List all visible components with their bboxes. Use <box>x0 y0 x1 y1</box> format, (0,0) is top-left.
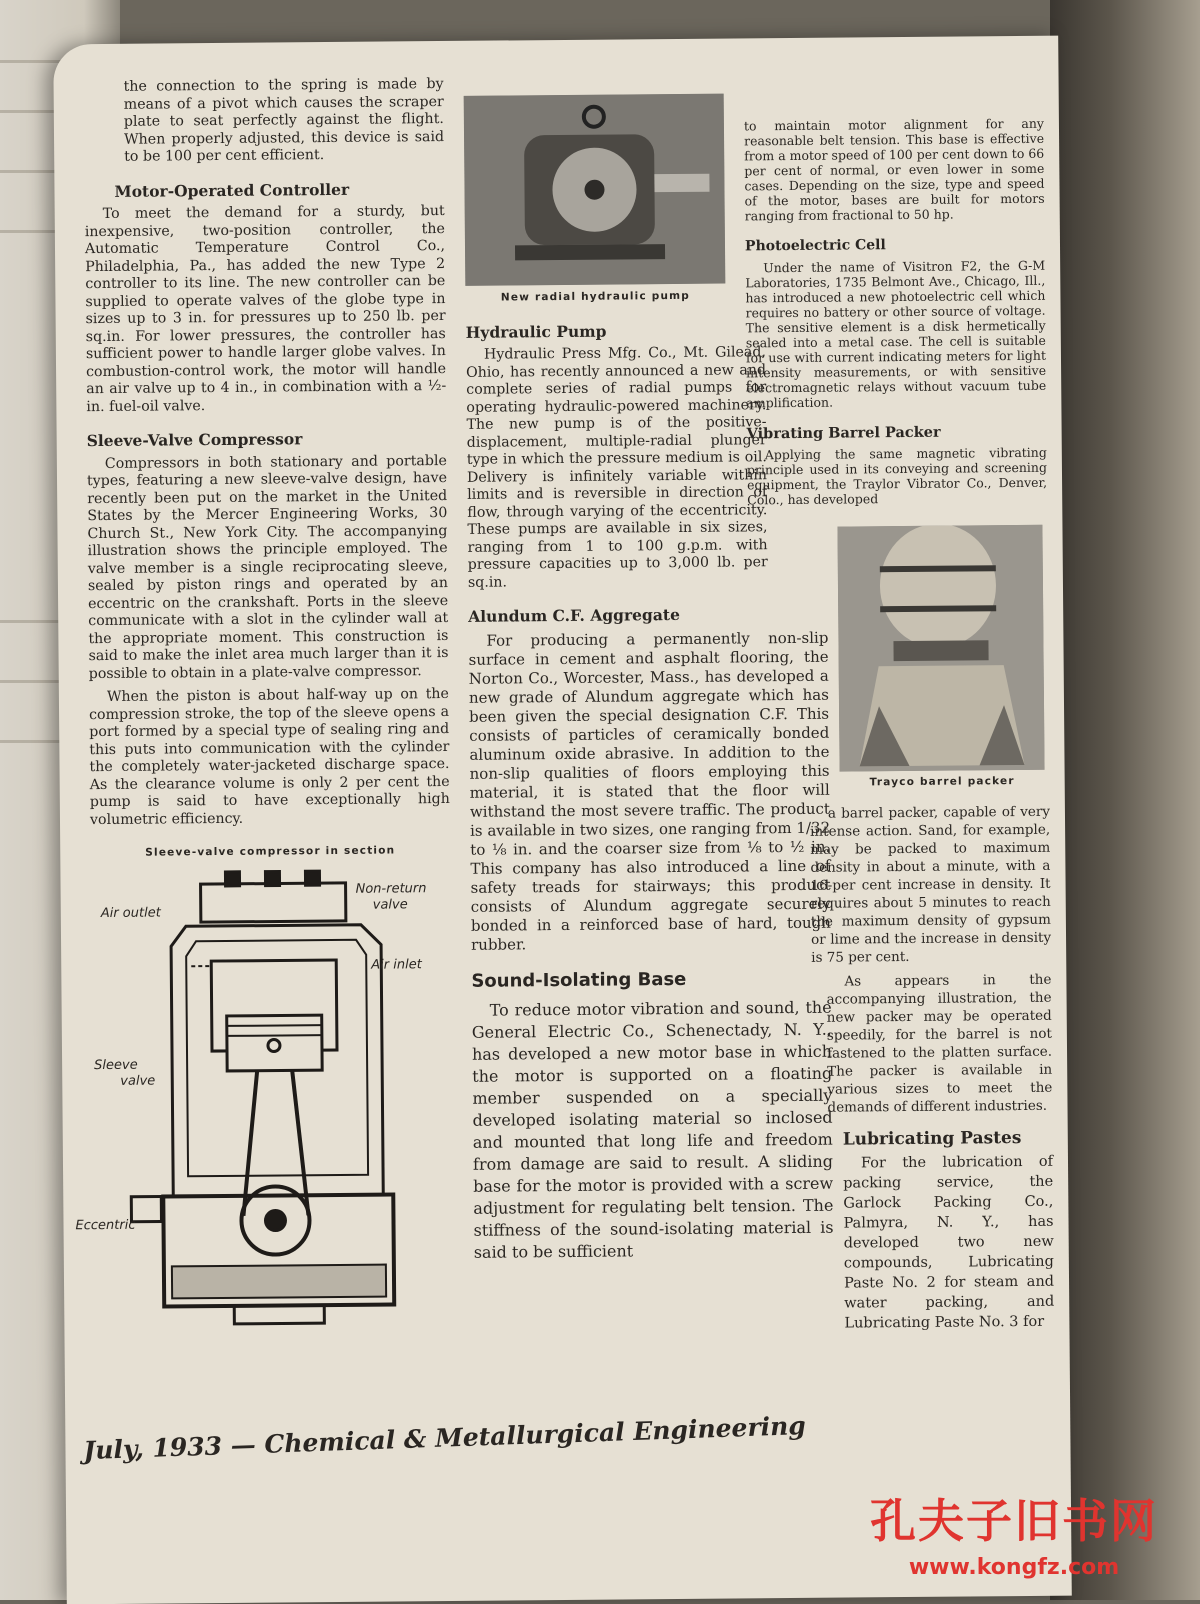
col3-paragraph-2: Applying the same magnetic vibrating principle used in its conveying and screening equipment, the Traylor Vibrator Co., Denver, Colo., has developed <box>747 445 1048 508</box>
right-book-stack <box>1050 0 1200 1600</box>
col1-top-paragraph: the connection to the spring is made by means of a pivot which causes the scraper plate to seat perfectly against the flight. When properly adjusted, this device is said to be 100 per cent efficient. <box>84 76 445 167</box>
heading-motor-operated-controller: Motor-Operated Controller <box>84 180 444 201</box>
col3-paragraph-3: a barrel packer, capable of very intense action. Sand, for example, may be packed to maximum density in about a minute, with a 16-per cent increase in density. It requires about 5 minutes to reach the maximum density of gypsum or lime and the increase in density is 75 per cent. <box>810 803 1051 967</box>
caption-trayco-barrel-packer: Trayco barrel packer <box>840 774 1045 791</box>
pump-illustration <box>464 94 726 286</box>
label-non-return-valve: valve <box>373 896 408 914</box>
heading-sleeve-valve-compressor: Sleeve-Valve Compressor <box>87 429 447 450</box>
col3-top-paragraph: to maintain motor alignment for any reasonable belt tension. This base is effective from a motor speed of 100 per cent down to 66 per cent of normal, or even lower in some cases. Depending on the size, type and speed of the motor, bases are built for motors ranging from fractional to 50 hp. <box>744 116 1045 224</box>
col3-paragraph-5: For the lubrication of packing service, the Garlock Packing Co., Palmyra, N. Y., has developed two new compounds, Lubricating Paste No. 2 for steam and water packing, and Lubricating Paste No. 3 for <box>843 1152 1055 1334</box>
label-eccentric: Eccentric <box>75 1216 135 1234</box>
caption-radial-hydraulic-pump: New radial hydraulic pump <box>465 288 725 308</box>
label-sleeve-valve: valve <box>120 1072 155 1090</box>
col1-paragraph-2: Compressors in both stationary and portable types, featuring a new sleeve-valve design, have recently been put on the market in the United States by the Mercer Engineering Works, 30 Church St., New York City. The accompanying illustration shows the principle employed. The valve member is a single reciprocating sleeve, sealed by piston rings and operated by an eccentric on the crankshaft. Ports in the sleeve communicate with a slot in the cylinder wall at the appropriate moment. This construction is said to make the inlet area much larger than it is possible to obtain in a plate-valve compressor. <box>87 452 449 683</box>
column-1 <box>84 76 455 1337</box>
label-sleeve: Sleeve <box>94 1056 138 1074</box>
compressor-drawing <box>90 863 454 1336</box>
col3-paragraph-4: As appears in the accompanying illustration, the new packer may be operated speedily, for the barrel is not fastened to the platten surface. The packer is available in various sizes to meet the demands of different industries. <box>826 971 1052 1117</box>
heading-vibrating-barrel-packer: Vibrating Barrel Packer <box>747 424 1047 442</box>
page-footer: July, 1933 — Chemical & Metallurgical Engineering <box>83 1411 806 1465</box>
figure-caption-compressor: Sleeve-valve compressor in section <box>90 842 450 863</box>
photo-trayco-barrel-packer <box>837 525 1044 772</box>
watermark <box>870 1485 1158 1580</box>
barrel-packer-illustration <box>837 525 1044 772</box>
column-3 <box>744 116 1055 1341</box>
col3-paragraph-1: Under the name of Visitron F2, the G-M Laboratories, 1735 Belmont Ave., Chicago, Ill., has introduced a new photoelectric cell which requires no battery or other source of voltage. The sensitive element is a disk hermetically sealed into a metal case. The cell is suitable for use with current indicating meters for light intensity measurements, or with sensitive electromagnetic relays without vacuum tube amplification. <box>745 258 1046 411</box>
heading-alundum-cf-aggregate: Alundum C.F. Aggregate <box>468 605 828 626</box>
label-non-return: Non-return <box>356 880 427 898</box>
magazine-page <box>53 36 1072 1604</box>
col1-paragraph-3: When the piston is about half-way up on the compression stroke, the top of the sleeve opens a port formed by a special type of sealing ring and this puts into communication with the cylinder the completely water-jacketed discharge space. As the clearance volume is only 2 per cent the pump is said to have exceptionally high volumetric efficiency. <box>89 686 450 829</box>
col1-paragraph-1: To meet the demand for a sturdy, but inexpensive, two-position controller, the Automatic Temperature Control Co., Philadelphia, Pa., has added the new Type 2 controller to its line. The new controller can be supplied to operate valves of the globe type in sizes up to 3 in. for pressures up to 250 lb. per sq.in. For lower pressures, the controller has sufficient power to handle larger globe valves. In combustion-control work, the motor will handle an air valve up to 4 in., in combination with a ½-in. fuel-oil valve. <box>85 203 447 416</box>
heading-sound-isolating-base: Sound-Isolating Base <box>471 969 831 990</box>
col2-paragraph-3: To reduce motor vibration and sound, the General Electric Co., Schenectady, N. Y., has developed a new motor base in which the motor is supported on a floating member suspended on a specially developed isolating material so inclosed and mounted that long life and freedom from damage are said to result. A sliding base for the motor is provided with a screw adjustment for regulating belt tension. The stiffness of the sound-isolating material is said to be sufficient <box>472 997 834 1264</box>
label-air-outlet: Air outlet <box>101 904 161 922</box>
compressor-diagram <box>90 863 454 1336</box>
col2-paragraph-1: Hydraulic Press Mfg. Co., Mt. Gilead, Ohio, has recently announced a new and complete series of radial pumps for operating hydraulic-powered machinery. The new pump is of the positive-displacement, multiple-radial plunger type in which the pressure medium is oil. Delivery is infinitely variable within limits and is reversible in direction of flow, through varying of the eccentricity. These pumps are available in six sizes, ranging from 1 to 100 g.p.m. with pressure capacities up to 3,000 lb. per sq.in. <box>466 344 768 592</box>
label-air-inlet: Air inlet <box>371 956 422 974</box>
watermark-url: www.kongfz.com <box>870 1555 1158 1580</box>
col2-paragraph-2: For producing a permanently non-slip surface in cement and asphalt flooring, the Norton Co., Worcester, Mass., has developed a new grade of Alundum aggregate which has been given the special designation C.F. This consists of particles of ceramically bonded aluminum oxide abrasive. In addition to the non-slip qualities of floors employing this material, it is stated that the floor will withstand the most severe traffic. The product is available in two sizes, one ranging from 1/32 to ⅛ in. and the coarser size from ⅛ to ½ in. This company has also introduced a line of safety treads for stairways; this product consists of Alundum aggregate securely bonded in a reinforced base of hard, tough rubber. <box>468 628 831 954</box>
heading-photoelectric-cell: Photoelectric Cell <box>745 237 1045 255</box>
heading-hydraulic-pump: Hydraulic Pump <box>466 320 826 341</box>
photo-radial-hydraulic-pump <box>464 94 726 286</box>
watermark-chinese: 孔夫子旧书网 <box>870 1485 1158 1551</box>
heading-lubricating-pastes: Lubricating Pastes <box>843 1131 1053 1148</box>
